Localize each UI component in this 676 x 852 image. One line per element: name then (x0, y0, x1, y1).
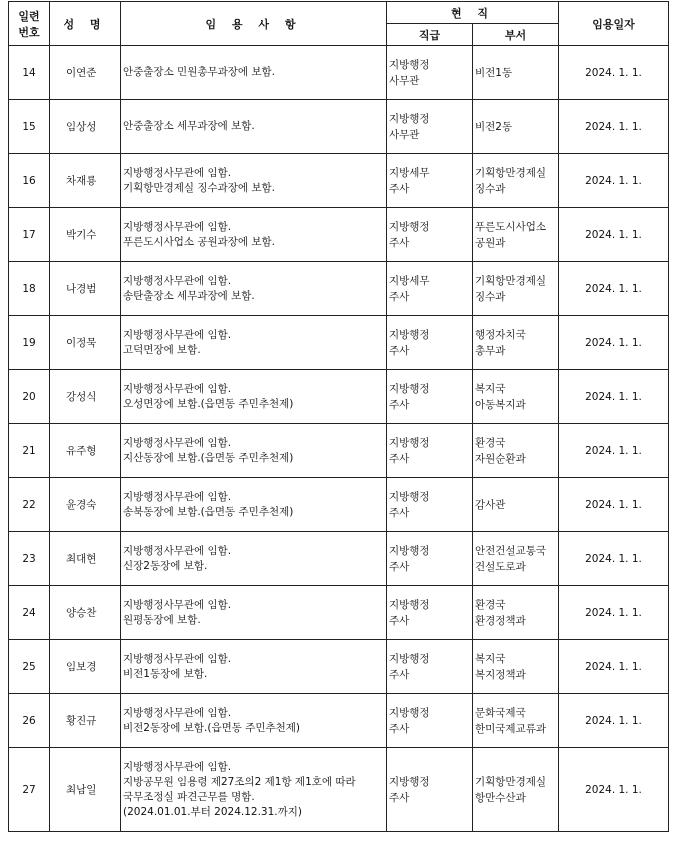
department-line: 문화국제국 (475, 706, 526, 719)
appointment-line: 원평동장에 보함. (123, 613, 201, 626)
appointment-line: 오성면장에 보함.(읍면동 주민추천제) (123, 397, 294, 410)
appointment-date-cell: 2024. 1. 1. (559, 370, 669, 424)
appointment-date-cell: 2024. 1. 1. (559, 748, 669, 832)
rank-line: 지방행정 (389, 382, 430, 395)
header-current-position: 현 직 (387, 2, 559, 24)
table-row (9, 208, 669, 262)
serial-number-cell: 25 (9, 640, 50, 694)
rank-line: 지방행정 (389, 490, 430, 503)
rank-line: 주사 (389, 614, 410, 627)
rank-line: 지방행정 (389, 436, 430, 449)
department-cell (473, 208, 559, 262)
rank-line: 지방세무 (389, 166, 430, 179)
rank-line: 주사 (389, 506, 410, 519)
appointment-date-cell: 2024. 1. 1. (559, 694, 669, 748)
serial-number-cell: 24 (9, 586, 50, 640)
department-line: 환경국 (475, 436, 506, 449)
header-name: 성 명 (50, 2, 121, 46)
appointment-line: 비전1동장에 보함. (123, 667, 208, 680)
department-line: 기획항만경제실 (475, 775, 547, 788)
rank-line: 주사 (389, 722, 410, 735)
department-line: 환경정책과 (475, 614, 526, 627)
appointment-cell (121, 46, 387, 100)
name-cell: 이정묵 (50, 316, 121, 370)
department-line: 비전1동 (475, 66, 513, 79)
appointment-cell (121, 694, 387, 748)
department-cell (473, 424, 559, 478)
rank-line: 사무관 (389, 128, 420, 141)
appointment-cell (121, 532, 387, 586)
appointment-date-cell: 2024. 1. 1. (559, 586, 669, 640)
name-cell: 양승찬 (50, 586, 121, 640)
department-line: 안전건설교통국 (475, 544, 547, 557)
appointment-cell (121, 208, 387, 262)
appointment-date-cell: 2024. 1. 1. (559, 154, 669, 208)
appointment-line: 지방행정사무관에 임함. (123, 760, 232, 773)
serial-number-cell: 23 (9, 532, 50, 586)
rank-line: 지방행정 (389, 706, 430, 719)
department-line: 총무과 (475, 344, 506, 357)
appointment-line: 푸른도시사업소 공원과장에 보함. (123, 235, 276, 248)
header-department: 부서 (473, 24, 559, 46)
department-line: 징수과 (475, 290, 506, 303)
appointment-date-cell: 2024. 1. 1. (559, 46, 669, 100)
appointment-date-cell: 2024. 1. 1. (559, 100, 669, 154)
rank-cell (387, 478, 473, 532)
serial-number-cell: 14 (9, 46, 50, 100)
appointment-line: 지방행정사무관에 임함. (123, 706, 232, 719)
name-cell: 박기수 (50, 208, 121, 262)
appointment-date-cell: 2024. 1. 1. (559, 262, 669, 316)
appointment-line: 비전2동장에 보함.(읍면동 주민추천제) (123, 721, 301, 734)
department-line: 복지국 (475, 382, 506, 395)
rank-line: 지방행정 (389, 112, 430, 125)
appointment-cell (121, 748, 387, 832)
department-cell (473, 694, 559, 748)
appointment-line: 지방행정사무관에 임함. (123, 544, 232, 557)
rank-line: 지방세무 (389, 274, 430, 287)
department-line: 자원순환과 (475, 452, 526, 465)
appointment-line: 지방공무원 임용령 제27조의2 제1항 제1호에 따라 (123, 775, 356, 788)
department-cell (473, 370, 559, 424)
department-line: 한미국제교류과 (475, 722, 547, 735)
appointment-cell (121, 316, 387, 370)
appointment-line: 안중출장소 민원총무과장에 보함. (123, 66, 276, 78)
appointment-line: 지방행정사무관에 임함. (123, 598, 232, 611)
department-cell (473, 748, 559, 832)
header-rank: 직급 (387, 24, 473, 46)
rank-cell (387, 46, 473, 100)
appointment-line: 기획항만경제실 징수과장에 보함. (123, 181, 276, 194)
serial-number-cell: 26 (9, 694, 50, 748)
appointment-cell (121, 154, 387, 208)
appointment-line: 송탄출장소 세무과장에 보함. (123, 289, 255, 302)
appointment-line: 지방행정사무관에 임함. (123, 328, 232, 341)
rank-cell (387, 694, 473, 748)
appointment-line: 고덕면장에 보함. (123, 343, 201, 356)
appointment-cell (121, 262, 387, 316)
department-cell (473, 154, 559, 208)
appointment-line: 지방행정사무관에 임함. (123, 382, 232, 395)
department-line: 아동복지과 (475, 398, 526, 411)
appointment-line: 지산동장에 보함.(읍면동 주민추천제) (123, 451, 294, 464)
department-cell (473, 100, 559, 154)
rank-line: 주사 (389, 398, 410, 411)
department-line: 기획항만경제실 (475, 166, 547, 179)
name-cell: 유주형 (50, 424, 121, 478)
table-row (9, 478, 669, 532)
appointment-cell (121, 478, 387, 532)
department-line: 건설도로과 (475, 560, 526, 573)
rank-line: 주사 (389, 452, 410, 465)
appointment-date-cell: 2024. 1. 1. (559, 478, 669, 532)
header-serial-number: 일련 번호 (9, 2, 50, 46)
appointment-table (8, 1, 669, 832)
table-header (9, 2, 669, 46)
name-cell: 최남일 (50, 748, 121, 832)
appointment-line: 지방행정사무관에 임함. (123, 436, 232, 449)
serial-number-cell: 15 (9, 100, 50, 154)
rank-line: 지방행정 (389, 598, 430, 611)
appointment-date-cell: 2024. 1. 1. (559, 316, 669, 370)
appointment-date-cell: 2024. 1. 1. (559, 532, 669, 586)
appointment-cell (121, 586, 387, 640)
rank-line: 주사 (389, 182, 410, 195)
name-cell: 강성식 (50, 370, 121, 424)
table-row (9, 586, 669, 640)
rank-cell (387, 532, 473, 586)
appointment-cell (121, 640, 387, 694)
appointment-line: 지방행정사무관에 임함. (123, 490, 232, 503)
rank-line: 주사 (389, 236, 410, 249)
department-cell (473, 478, 559, 532)
name-cell: 황진규 (50, 694, 121, 748)
department-line: 기획항만경제실 (475, 274, 547, 287)
rank-line: 주사 (389, 344, 410, 357)
table-body (9, 46, 669, 832)
rank-cell (387, 586, 473, 640)
header-appointment-date: 임용일자 (559, 2, 669, 46)
rank-line: 지방행정 (389, 652, 430, 665)
rank-line: 지방행정 (389, 220, 430, 233)
department-line: 공원과 (475, 236, 506, 249)
department-line: 징수과 (475, 182, 506, 195)
name-cell: 윤경숙 (50, 478, 121, 532)
rank-cell (387, 208, 473, 262)
appointment-date-cell: 2024. 1. 1. (559, 424, 669, 478)
table-row (9, 370, 669, 424)
rank-cell (387, 262, 473, 316)
table-row (9, 694, 669, 748)
rank-line: 지방행정 (389, 775, 430, 788)
rank-cell (387, 640, 473, 694)
appointment-line: 국무조정실 파견근무를 명함. (123, 790, 255, 803)
name-cell: 이연준 (50, 46, 121, 100)
appointment-line: 신장2동장에 보함. (123, 559, 208, 572)
rank-line: 주사 (389, 290, 410, 303)
name-cell: 나경범 (50, 262, 121, 316)
serial-number-cell: 22 (9, 478, 50, 532)
rank-line: 지방행정 (389, 328, 430, 341)
rank-cell (387, 154, 473, 208)
department-line: 복지국 (475, 652, 506, 665)
appointment-line: 지방행정사무관에 임함. (123, 274, 232, 287)
department-line: 비전2동 (475, 120, 513, 133)
name-cell: 임보경 (50, 640, 121, 694)
serial-number-cell: 19 (9, 316, 50, 370)
appointment-line: 지방행정사무관에 임함. (123, 652, 232, 665)
table-row (9, 46, 669, 100)
department-cell (473, 640, 559, 694)
department-cell (473, 586, 559, 640)
appointment-line: 지방행정사무관에 임함. (123, 220, 232, 233)
rank-line: 주사 (389, 560, 410, 573)
department-line: 복지정책과 (475, 668, 526, 681)
appointment-cell (121, 424, 387, 478)
department-line: 환경국 (475, 598, 506, 611)
table-row (9, 262, 669, 316)
appointment-cell (121, 370, 387, 424)
rank-cell (387, 370, 473, 424)
table-row (9, 154, 669, 208)
table-row (9, 640, 669, 694)
table-row (9, 424, 669, 478)
department-line: 행정자치국 (475, 328, 526, 341)
header-appointment: 임 용 사 항 (121, 2, 387, 46)
table-row (9, 748, 669, 832)
serial-number-cell: 27 (9, 748, 50, 832)
appointment-date-cell: 2024. 1. 1. (559, 208, 669, 262)
department-line: 푸른도시사업소 (475, 220, 547, 233)
name-cell: 임상성 (50, 100, 121, 154)
rank-line: 사무관 (389, 74, 420, 87)
department-cell (473, 262, 559, 316)
rank-line: 주사 (389, 791, 410, 804)
serial-number-cell: 18 (9, 262, 50, 316)
table-row (9, 100, 669, 154)
name-cell: 최대현 (50, 532, 121, 586)
rank-line: 지방행정 (389, 58, 430, 71)
rank-cell (387, 316, 473, 370)
table-row (9, 316, 669, 370)
rank-line: 주사 (389, 668, 410, 681)
appointment-line: 안중출장소 세무과장에 보함. (123, 120, 255, 132)
name-cell: 차재룡 (50, 154, 121, 208)
serial-number-cell: 17 (9, 208, 50, 262)
department-line: 항만수산과 (475, 791, 526, 804)
appointment-date-cell: 2024. 1. 1. (559, 640, 669, 694)
rank-cell (387, 748, 473, 832)
rank-line: 지방행정 (389, 544, 430, 557)
rank-cell (387, 424, 473, 478)
serial-number-cell: 21 (9, 424, 50, 478)
appointment-line: 지방행정사무관에 임함. (123, 166, 232, 179)
department-cell (473, 532, 559, 586)
appointment-line: 송북동장에 보함.(읍면동 주민추천제) (123, 505, 294, 518)
appointment-cell (121, 100, 387, 154)
serial-number-cell: 16 (9, 154, 50, 208)
department-line: 감사관 (475, 498, 506, 511)
table-row (9, 532, 669, 586)
department-cell (473, 46, 559, 100)
rank-cell (387, 100, 473, 154)
serial-number-cell: 20 (9, 370, 50, 424)
appointment-line: (2024.01.01.부터 2024.12.31.까지) (123, 805, 303, 818)
department-cell (473, 316, 559, 370)
